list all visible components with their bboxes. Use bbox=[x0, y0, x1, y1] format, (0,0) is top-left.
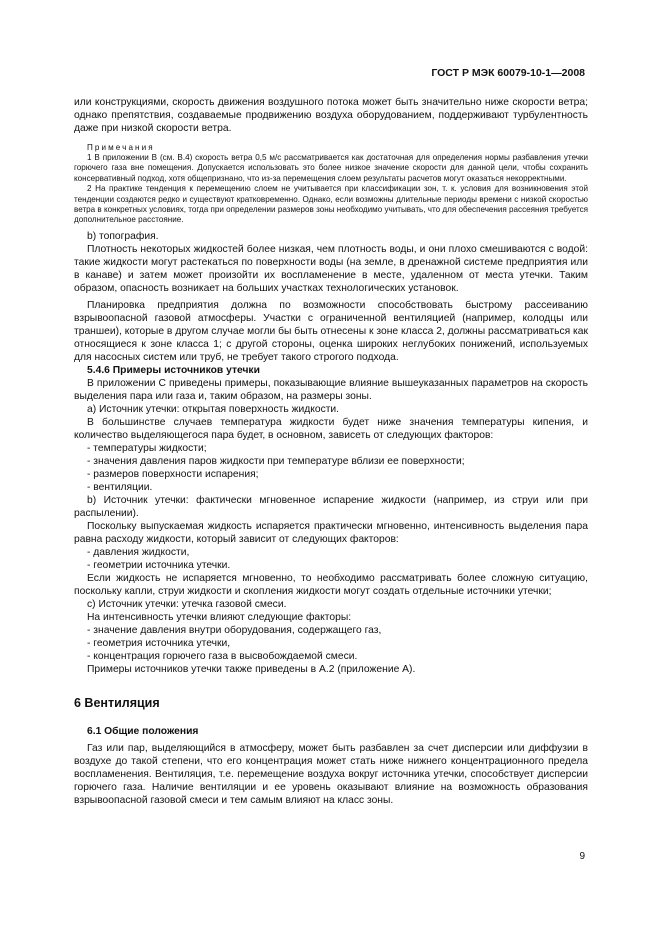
item-a-list-entry: - вентиляции. bbox=[87, 481, 153, 493]
item-a: а) Источник утечки: открытая поверхность жидкости. bbox=[87, 403, 340, 415]
topography-paragraph-2: Планировка предприятия должна по возможности способствовать быстрому рассеиванию взрывоопасной газовой атмосферы. Участки с ограниченной вентиляцией (например, колодцы или траншеи), которые в другом случае могли бы быть отнесены к зоне класса 2, должны рассматриваться как относящиеся к зоне класса 1; с другой стороны, оценка широких неглубоких понижений, используемых для насосных систем или труб, не требует такого строгого подхода. bbox=[74, 299, 589, 363]
item-c-list-entry: - геометрия источника утечки, bbox=[87, 637, 231, 649]
section-6-1-heading: 6.1 Общие положения bbox=[87, 725, 199, 737]
item-a-list-entry: - температуры жидкости; bbox=[87, 442, 207, 454]
document-header-code: ГОСТ Р МЭК 60079-10-1—2008 bbox=[431, 67, 585, 79]
item-b-list-entry: - давления жидкости, bbox=[87, 546, 190, 558]
item-c-list-entry: - значение давления внутри оборудования, содержащего газ, bbox=[87, 624, 382, 636]
section-6-heading: 6 Вентиляция bbox=[74, 695, 160, 710]
item-a-list-entry: - размеров поверхности испарения; bbox=[87, 468, 259, 480]
page-number: 9 bbox=[579, 851, 585, 862]
notes-title: Примечания bbox=[87, 143, 155, 152]
item-b-paragraph-2: Если жидкость не испаряется мгновенно, то необходимо рассматривать более сложную ситуацию, поскольку капли, струи жидкости и скопления жидкости могут создать отдельные источники утечки; bbox=[74, 572, 588, 597]
note-1: 1 В приложении В (см. В.4) скорость ветра 0,5 м/с рассматривается как достаточная для определения нормы разбавления утечки горючего газа вне помещения. Допускается использовать это более низкое значение скорости для данной цели, чтобы сохранить консервативный подход, хотя общепризнано, что из-за перемещения слоем результаты расчетов могут оказаться некорректными. bbox=[74, 153, 588, 183]
note-2: 2 На практике тенденция к перемещению слоем не учитывается при классификации зон, т. к. условия для возникновения этой тенденции создаются редко и существуют кратковременно. Однако, если возможны длительные периоды времени с низкой скоростью ветра в конкретных условиях, тогда при определении размеров зоны необходимо учитывать, что для обеспечения рассеяния требуется дополнительное расстояние. bbox=[74, 184, 588, 225]
item-a-list-entry: - значения давления паров жидкости при температуре вблизи ее поверхности; bbox=[87, 455, 465, 467]
section-5-4-6-heading: 5.4.6 Примеры источников утечки bbox=[87, 364, 260, 376]
document-body bbox=[74, 96, 588, 807]
item-b-paragraph: Поскольку выпускаемая жидкость испаряется практически мгновенно, интенсивность выделения пара равна расходу жидкости, который зависит от следующих факторов: bbox=[74, 520, 588, 545]
intro-paragraph: или конструкциями, скорость движения воздушного потока может быть значительно ниже скорости ветра; однако препятствия, создаваемые продвижению воздуха оборудованием, поддерживают турбулентность даже при низкой скорости ветра. bbox=[74, 97, 588, 134]
item-c: с) Источник утечки: утечка газовой смеси. bbox=[87, 598, 287, 610]
topography-paragraph-1: Плотность некоторых жидкостей более низкая, чем плотность воды, и они плохо смешиваются с водой: такие жидкости могут растекаться по поверхности воды (на земле, в дренажной системе предприятия или в канаве) и затем может произойти их воспламенение в месте, удаленном от места утечки. Таким образом, опасность возникает на больших участках технологических установок. bbox=[74, 243, 588, 294]
section-5-4-6-intro: В приложении С приведены примеры, показывающие влияние вышеуказанных параметров на скорость выделения пара или газа и, таким образом, на размеры зоны. bbox=[74, 377, 588, 402]
item-b-list-entry: - геометрии источника утечки. bbox=[87, 559, 231, 571]
item-c-list-entry: - концентрация горючего газа в высвобождаемой смеси. bbox=[87, 650, 358, 662]
item-c-paragraph: На интенсивность утечки влияют следующие факторы: bbox=[87, 611, 352, 623]
item-b: b) Источник утечки: фактически мгновенное испарение жидкости (например, из струи или при распылении). bbox=[74, 494, 588, 519]
topography-item: b) топография. bbox=[87, 230, 159, 242]
notes-block bbox=[74, 143, 588, 226]
section-6-1-paragraph: Газ или пар, выделяющийся в атмосферу, может быть разбавлен за счет дисперсии или диффузии в воздухе до такой степени, что его концентрация может стать ниже нижнего концентрационного предела воспламенения. Вентиляция, т.е. перемещение воздуха вокруг источника утечки, способствует дисперсии горючего газа. Наличие вентиляции и ее уровень оказывают влияние на возможность образования взрывоопасной газовой смеси и тем самым влияют на класс зоны. bbox=[74, 742, 588, 806]
item-a-paragraph: В большинстве случаев температура жидкости будет ниже значения температуры кипения, и количество выделяющегося пара будет, в основном, зависеть от следующих факторов: bbox=[74, 416, 588, 441]
section-5-4-6-closing: Примеры источников утечки также приведены в А.2 (приложение А). bbox=[87, 663, 416, 675]
